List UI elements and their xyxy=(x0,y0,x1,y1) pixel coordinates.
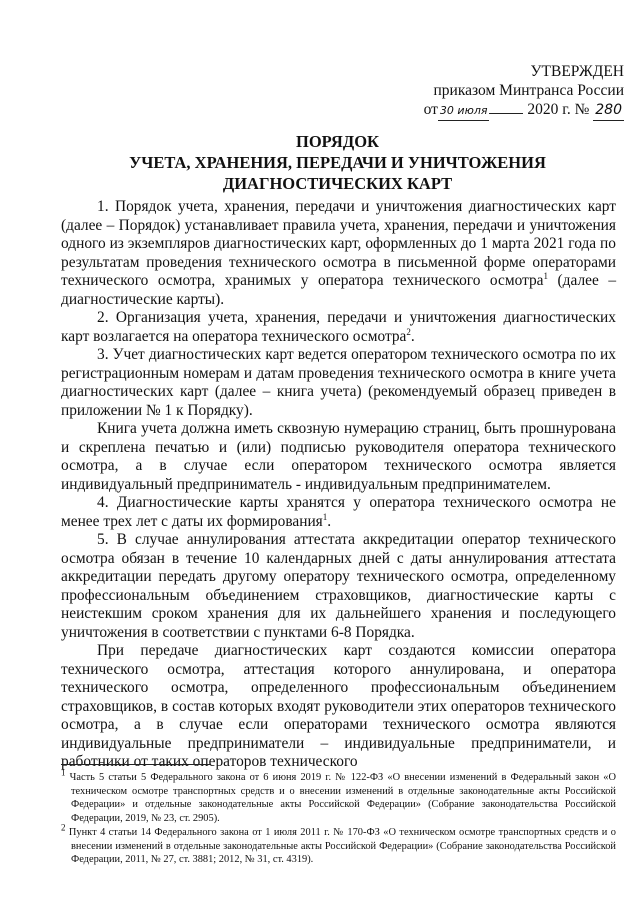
paragraph-1-text: 1. Порядок учета, хранения, передачи и уничтожения диагностических карт (далее – Порядок) устанавливает правила учета, хранения, передачи и уничтожения одного из экземпляров диагностических карт, оформленных до 1 марта 2021 года по результатам проведения технического осмотра в письменной форме операторами технического осмотра, хранимых у оператора технического осмотра xyxy=(61,198,616,289)
approval-order-line: приказом Минтранса России xyxy=(433,82,624,99)
paragraph-4 xyxy=(61,494,616,531)
document-body xyxy=(61,198,616,772)
footnote-2 xyxy=(61,822,616,867)
year-number-label: 2020 г. № xyxy=(527,101,590,118)
document-title xyxy=(60,131,615,194)
paragraph-6: При передаче диагностических карт создаются комиссии оператора технического осмотра, аттестация которого аннулирована, и оператора технического осмотра, определенного профессиональным объединением страховщиков, в состав которых входят руководители этих операторов технического осмотра, а в случае если операторами технического осмотра являются индивидуальные предприниматели – индивидуальные предприниматели, и работники от таких операторов технического xyxy=(61,642,616,770)
title-line-1: ПОРЯДОК xyxy=(296,132,379,151)
approval-date-line xyxy=(404,100,624,121)
footnote-2-text: Пункт 4 статьи 14 Федерального закона от 1 июля 2011 г. № 170-ФЗ «О техническом осмотре транспортных средств и о внесении изменений в отдельные законодательные акты Российской Федерации» (Собрание законодательства Российской Федерации, 2011, № 27, ст. 3881; 2012, № 31, ст. 4319). xyxy=(65,827,616,865)
footnote-ref-1-repeat: 1 xyxy=(322,511,328,522)
footnote-1-text: Часть 5 статьи 5 Федерального закона от 6 июня 2019 г. № 122-ФЗ «О внесении изменений в Федеральный закон «О техническом осмотре транспортных средств и о внесении изменений в отдельные законодательные акты Российской Федерации» и отдельные законодательные акты Российской Федерации» (Собрание законодательства Российской Федерации, 2019, № 23, ст. 2905). xyxy=(65,772,616,824)
paragraph-3: 3. Учет диагностических карт ведется оператором технического осмотра по их регистрационным номерам и датам проведения технического осмотра в книге учета диагностических карт (далее – книга учета) (рекомендуемый образец приведен в приложении № 1 к Порядку). xyxy=(61,346,616,419)
paragraph-2-text: 2. Организация учета, хранения, передачи и уничтожения диагностических карт возлагается на оператора технического осмотра xyxy=(61,309,616,345)
date-underline xyxy=(489,100,523,114)
paragraph-2-tail: . xyxy=(410,327,415,345)
paragraph-3-continued: Книга учета должна иметь сквозную нумерацию страниц, быть прошнурована и скреплена печатью и (или) подписью руководителя оператора технического осмотра, а в случае если оператором технического осмотра является индивидуальный предприниматель - индивидуальным предпринимателем. xyxy=(61,420,616,493)
footnotes xyxy=(61,767,616,868)
footnote-ref-2: 2 xyxy=(406,326,411,337)
paragraph-2 xyxy=(61,309,616,346)
title-line-2: УЧЕТА, ХРАНЕНИЯ, ПЕРЕДАЧИ И УНИЧТОЖЕНИЯ xyxy=(129,153,546,172)
approval-block xyxy=(404,62,624,121)
footnote-ref-1: 1 xyxy=(543,270,549,281)
paragraph-5: 5. В случае аннулирования аттестата аккредитации оператор технического осмотра обязан в течение 10 календарных дней с даты аннулирования аттестата аккредитации передать другому оператору технического осмотра, определенному профессиональным объединением страховщиков, диагностические карты с неистекшим сроком хранения для их дальнейшего хранения и последующего уничтожения в соответствии с пунктами 6-8 Порядка. xyxy=(61,531,616,641)
handwritten-order-number: 280 xyxy=(593,101,624,121)
title-line-3: ДИАГНОСТИЧЕСКИХ КАРТ xyxy=(222,174,453,193)
paragraph-1 xyxy=(61,198,616,309)
handwritten-date: 30 июля xyxy=(438,101,490,121)
date-prefix: от xyxy=(423,101,438,118)
approval-heading: УТВЕРЖДЕН xyxy=(530,63,624,80)
footnote-separator xyxy=(61,764,211,765)
footnote-1 xyxy=(61,767,616,825)
paragraph-4-text: 4. Диагностические карты хранятся у оператора технического осмотра не менее трех лет с даты их формирования xyxy=(61,494,616,530)
paragraph-4-tail: . xyxy=(327,512,332,530)
footnote-2-marker: 2 xyxy=(61,822,66,833)
footnote-1-marker: 1 xyxy=(61,767,66,778)
paragraph-1-tail: (далее – диагностические карты). xyxy=(61,272,617,308)
